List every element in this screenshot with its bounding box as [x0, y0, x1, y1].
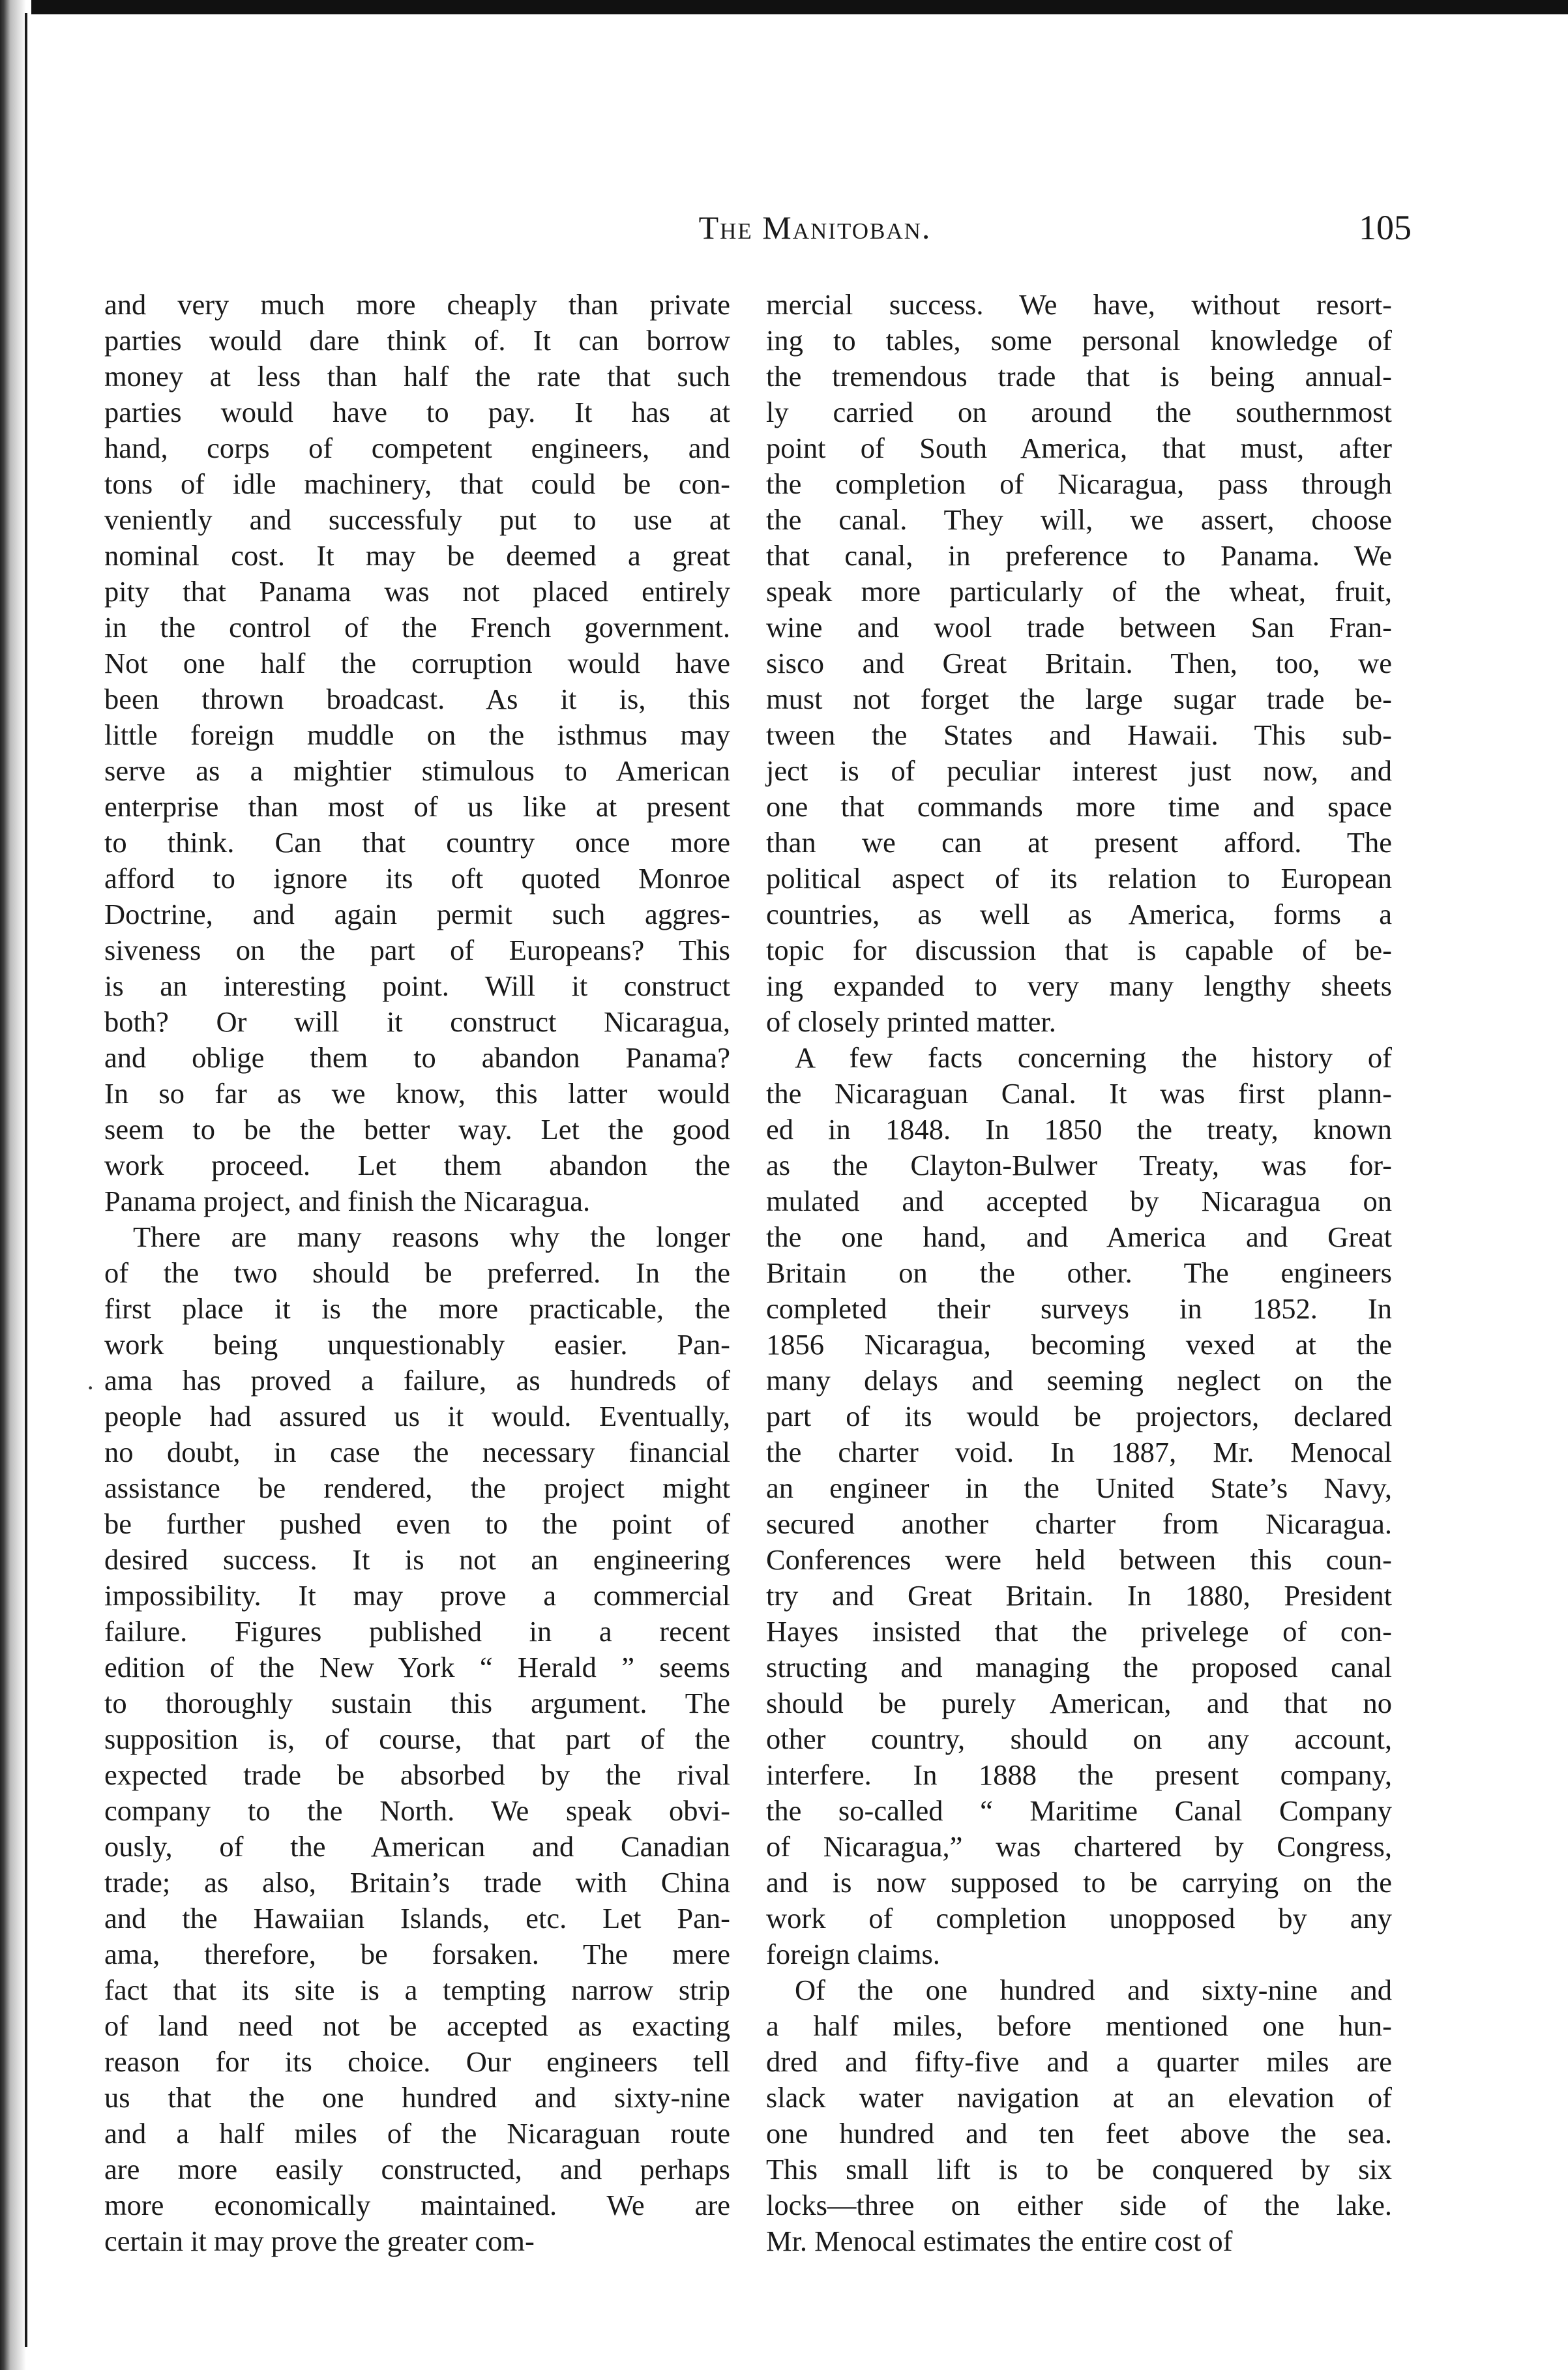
text-line: enterprise than most of us like at present	[104, 790, 730, 823]
text-line: expected trade be absorbed by the rival	[104, 1758, 730, 1791]
text-line: a half miles, before mentioned one hun-	[766, 2009, 1392, 2042]
text-line: the tremendous trade that is being annual-	[766, 360, 1392, 393]
text-line: ously, of the American and Canadian	[104, 1830, 730, 1863]
text-line: ama, therefore, be forsaken. The mere	[104, 1938, 730, 1970]
text-line: topic for discussion that is capable of be-	[766, 934, 1392, 966]
text-line: structing and managing the proposed canal	[766, 1651, 1392, 1683]
text-line: more economically maintained. We are	[104, 2189, 730, 2221]
text-line: In so far as we know, this latter would	[104, 1077, 730, 1110]
text-line: both? Or will it construct Nicaragua,	[104, 1005, 730, 1038]
text-line: tons of idle machinery, that could be con-	[104, 467, 730, 500]
text-line: should be purely American, and that no	[766, 1687, 1392, 1719]
text-line: afford to ignore its oft quoted Monroe	[104, 862, 730, 895]
text-line: tween the States and Hawaii. This sub-	[766, 718, 1392, 751]
text-line: fact that its site is a tempting narrow strip	[104, 1974, 730, 2006]
text-line: mercial success. We have, without resort-	[766, 288, 1392, 321]
text-line: This small lift is to be conquered by six	[766, 2153, 1392, 2185]
text-line: us that the one hundred and sixty-nine	[104, 2081, 730, 2114]
text-line: of Nicaragua,” was chartered by Congress,	[766, 1830, 1392, 1863]
text-line: Mr. Menocal estimates the entire cost of	[766, 2225, 1233, 2257]
text-line: dred and fifty-five and a quarter miles are	[766, 2045, 1392, 2078]
text-line: siveness on the part of Europeans? This	[104, 934, 730, 966]
text-line: veniently and successfuly put to use at	[104, 503, 730, 536]
text-line: ly carried on around the southernmost	[766, 396, 1392, 428]
text-line: be further pushed even to the point of	[104, 1507, 730, 1540]
text-line: is an interesting point. Will it construct	[104, 970, 730, 1002]
text-line: Of the one hundred and sixty-nine and	[795, 1974, 1392, 2006]
text-line: the Nicaraguan Canal. It was first plann-	[766, 1077, 1392, 1110]
text-line: and a half miles of the Nicaraguan route	[104, 2117, 730, 2150]
text-line: and oblige them to abandon Panama?	[104, 1041, 730, 1074]
text-line: Conferences were held between this coun-	[766, 1543, 1392, 1576]
text-line: of the two should be preferred. In the	[104, 1256, 730, 1289]
text-line: must not forget the large sugar trade be-	[766, 683, 1392, 715]
text-line: locks—three on either side of the lake.	[766, 2189, 1392, 2221]
text-line: Hayes insisted that the privelege of con-	[766, 1615, 1392, 1648]
text-line: failure. Figures published in a recent	[104, 1615, 730, 1648]
text-line: interfere. In 1888 the present company,	[766, 1758, 1392, 1791]
text-line: desired success. It is not an engineering	[104, 1543, 730, 1576]
text-line: Not one half the corruption would have	[104, 647, 730, 679]
text-line: the so-called “ Maritime Canal Company	[766, 1794, 1392, 1827]
text-line: ing to tables, some personal knowledge of	[766, 324, 1392, 357]
text-line: impossibility. It may prove a commercial	[104, 1579, 730, 1612]
text-line: ject is of peculiar interest just now, and	[766, 754, 1392, 787]
text-line: sisco and Great Britain. Then, too, we	[766, 647, 1392, 679]
text-line: serve as a mightier stimulous to American	[104, 754, 730, 787]
text-line: political aspect of its relation to European	[766, 862, 1392, 895]
page-number: 105	[1359, 208, 1412, 247]
text-line: and is now supposed to be carrying on the	[766, 1866, 1392, 1899]
margin-mark: ·	[86, 1373, 95, 1402]
text-line: work of completion unopposed by any	[766, 1902, 1392, 1934]
text-line: work being unquestionably easier. Pan-	[104, 1328, 730, 1361]
text-line: point of South America, that must, after	[766, 432, 1392, 464]
text-line: slack water navigation at an elevation of	[766, 2081, 1392, 2114]
text-line: parties would have to pay. It has at	[104, 396, 730, 428]
text-line: foreign claims.	[766, 1938, 940, 1970]
text-line: of land need not be accepted as exacting	[104, 2009, 730, 2042]
text-line: Doctrine, and again permit such aggres-	[104, 898, 730, 930]
text-line: and the Hawaiian Islands, etc. Let Pan-	[104, 1902, 730, 1934]
text-line: than we can at present afford. The	[766, 826, 1392, 859]
text-line: seem to be the better way. Let the good	[104, 1113, 730, 1146]
running-head: The Manitoban.	[698, 209, 932, 246]
text-line: one that commands more time and space	[766, 790, 1392, 823]
text-line: ing expanded to very many lengthy sheets	[766, 970, 1392, 1002]
text-line: nominal cost. It may be deemed a great	[104, 539, 730, 572]
text-line: to thoroughly sustain this argument. The	[104, 1687, 730, 1719]
text-line: first place it is the more practicable, the	[104, 1292, 730, 1325]
text-line: secured another charter from Nicaragua.	[766, 1507, 1392, 1540]
text-line: of closely printed matter.	[766, 1005, 1056, 1038]
text-line: little foreign muddle on the isthmus may	[104, 718, 730, 751]
text-line: and very much more cheaply than private	[104, 288, 730, 321]
text-line: Britain on the other. The engineers	[766, 1256, 1392, 1289]
text-line: to think. Can that country once more	[104, 826, 730, 859]
text-line: no doubt, in case the necessary financial	[104, 1436, 730, 1468]
text-line: the canal. They will, we assert, choose	[766, 503, 1392, 536]
text-line: pity that Panama was not placed entirely	[104, 575, 730, 608]
right-text-column	[766, 287, 1392, 2259]
text-line: one hundred and ten feet above the sea.	[766, 2117, 1392, 2150]
text-line: reason for its choice. Our engineers tell	[104, 2045, 730, 2078]
text-line: try and Great Britain. In 1880, President	[766, 1579, 1392, 1612]
text-line: that canal, in preference to Panama. We	[766, 539, 1392, 572]
text-line: A few facts concerning the history of	[795, 1041, 1392, 1074]
text-line: the completion of Nicaragua, pass through	[766, 467, 1392, 500]
text-line: other country, should on any account,	[766, 1723, 1392, 1755]
text-line: countries, as well as America, forms a	[766, 898, 1392, 930]
text-line: certain it may prove the greater com-	[104, 2225, 535, 2257]
left-text-column	[104, 287, 730, 2259]
text-line: part of its would be projectors, declared	[766, 1400, 1392, 1432]
binding-line	[25, 13, 27, 2347]
text-line: ama has proved a failure, as hundreds of	[104, 1364, 730, 1397]
text-line: wine and wool trade between San Fran-	[766, 611, 1392, 644]
text-line: in the control of the French government.	[104, 611, 730, 644]
text-line: are more easily constructed, and perhaps	[104, 2153, 730, 2185]
text-line: company to the North. We speak obvi-	[104, 1794, 730, 1827]
top-edge-rule	[0, 0, 1568, 14]
text-line: supposition is, of course, that part of the	[104, 1723, 730, 1755]
text-line: edition of the New York “ Herald ” seems	[104, 1651, 730, 1683]
text-line: trade; as also, Britain’s trade with China	[104, 1866, 730, 1899]
text-line: Panama project, and finish the Nicaragua.	[104, 1185, 591, 1217]
text-line: hand, corps of competent engineers, and	[104, 432, 730, 464]
text-line: 1856 Nicaragua, becoming vexed at the	[766, 1328, 1392, 1361]
text-line: There are many reasons why the longer	[133, 1221, 730, 1253]
text-line: mulated and accepted by Nicaragua on	[766, 1185, 1392, 1217]
text-line: speak more particularly of the wheat, fruit,	[766, 575, 1392, 608]
text-line: ed in 1848. In 1850 the treaty, known	[766, 1113, 1392, 1146]
text-line: money at less than half the rate that such	[104, 360, 730, 393]
text-line: been thrown broadcast. As it is, this	[104, 683, 730, 715]
text-line: an engineer in the United State’s Navy,	[766, 1472, 1392, 1504]
text-line: assistance be rendered, the project might	[104, 1472, 730, 1504]
text-line: completed their surveys in 1852. In	[766, 1292, 1392, 1325]
text-line: work proceed. Let them abandon the	[104, 1149, 730, 1181]
text-line: many delays and seeming neglect on the	[766, 1364, 1392, 1397]
text-line: the one hand, and America and Great	[766, 1221, 1392, 1253]
text-line: as the Clayton-Bulwer Treaty, was for-	[766, 1149, 1392, 1181]
text-line: the charter void. In 1887, Mr. Menocal	[766, 1436, 1392, 1468]
text-line: people had assured us it would. Eventually,	[104, 1400, 730, 1432]
text-line: parties would dare think of. It can borrow	[104, 324, 730, 357]
